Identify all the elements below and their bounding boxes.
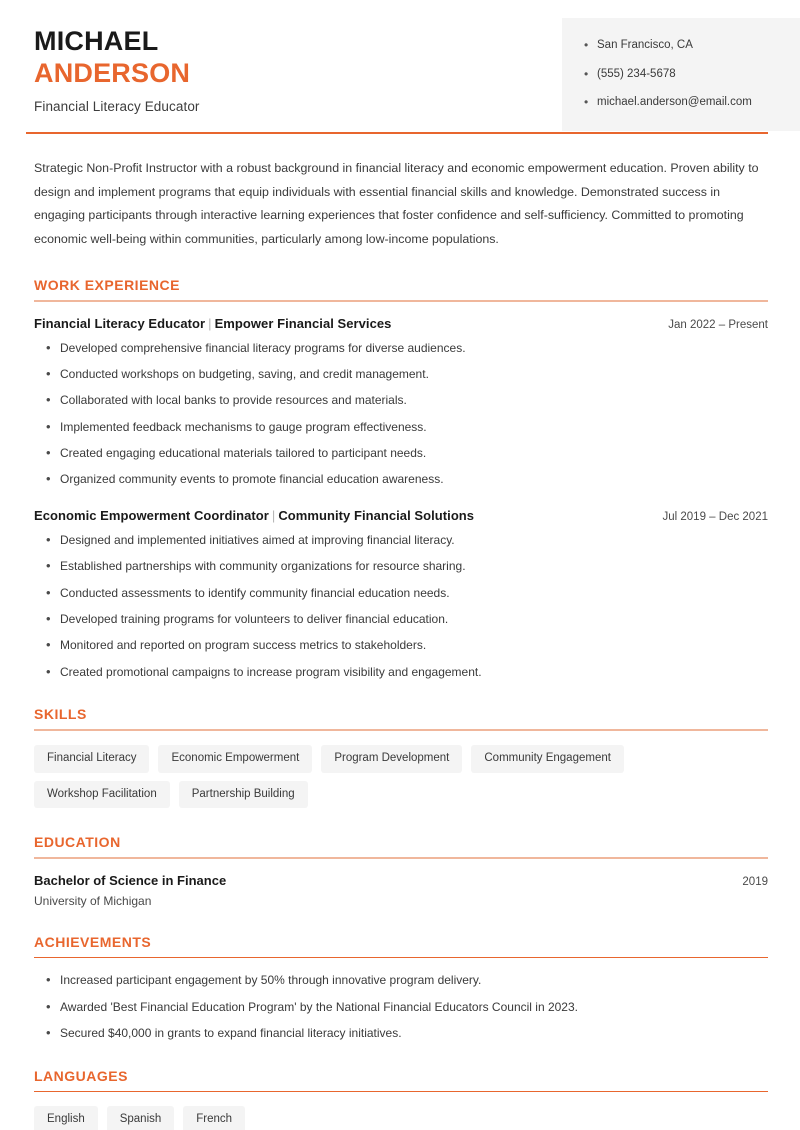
education-header bbox=[34, 873, 768, 888]
section-title-achievements: ACHIEVEMENTS bbox=[34, 933, 152, 950]
experience-bullets bbox=[34, 340, 768, 488]
section-achievements bbox=[34, 934, 768, 1042]
language-tag: English bbox=[34, 1106, 98, 1130]
section-education bbox=[34, 834, 768, 908]
education-year: 2019 bbox=[742, 875, 768, 888]
first-name: MICHAEL bbox=[34, 26, 159, 56]
education-item bbox=[34, 873, 768, 908]
experience-company: Community Financial Solutions bbox=[278, 508, 475, 524]
experience-bullet: • Collaborated with local banks to provide resources and materials. bbox=[46, 392, 768, 409]
skill-tag: Partnership Building bbox=[179, 781, 308, 809]
experience-role: Financial Literacy Educator bbox=[34, 315, 206, 331]
experience-header bbox=[34, 508, 768, 523]
experience-header bbox=[34, 316, 768, 331]
experience-bullet: • Implemented feedback mechanisms to gauge program effectiveness. bbox=[46, 419, 768, 436]
professional-summary: Strategic Non-Profit Instructor with a robust background in financial literacy and economic empowerment education. Proven ability to design and implement programs that equip individuals with essential financial skills and knowledge. Demonstrated success in engaging participants through interactive learning experiences that foster confidence and self-sufficiency. Committed to promoting economic well-being within communities, particularly among low-income populations. bbox=[34, 161, 759, 246]
section-divider-work bbox=[34, 300, 768, 302]
experience-company: Empower Financial Services bbox=[214, 315, 392, 331]
experience-separator: | bbox=[208, 315, 212, 331]
contact-info-box bbox=[562, 18, 800, 131]
experience-bullet: • Designed and implemented initiatives aimed at improving financial literacy. bbox=[46, 532, 768, 549]
section-divider-languages bbox=[34, 1091, 768, 1093]
experience-role: Economic Empowerment Coordinator bbox=[34, 508, 269, 524]
section-work-experience bbox=[34, 277, 768, 680]
section-divider-skills bbox=[34, 729, 768, 731]
skill-tag: Workshop Facilitation bbox=[34, 781, 170, 809]
experience-title-line bbox=[34, 316, 391, 331]
skill-tag: Economic Empowerment bbox=[158, 745, 312, 773]
contact-phone[interactable]: • (555) 234-5678 bbox=[584, 67, 800, 83]
section-divider-education bbox=[34, 857, 768, 859]
achievement-item: • Increased participant engagement by 50% through innovative program delivery. bbox=[46, 972, 768, 989]
section-title-education: EDUCATION bbox=[34, 834, 121, 851]
achievement-item: • Secured $40,000 in grants to expand financial literacy initiatives. bbox=[46, 1025, 768, 1042]
language-tag: French bbox=[183, 1106, 245, 1130]
education-school: University of Michigan bbox=[34, 893, 152, 908]
contact-email[interactable]: • michael.anderson@email.com bbox=[584, 95, 800, 111]
experience-dates: Jan 2022 – Present bbox=[668, 318, 768, 331]
experience-bullet: • Established partnerships with community organizations for resource sharing. bbox=[46, 558, 768, 575]
experience-bullet: • Conducted assessments to identify community financial education needs. bbox=[46, 585, 768, 602]
experience-bullets bbox=[34, 532, 768, 680]
section-skills bbox=[34, 706, 768, 808]
skill-tag: Program Development bbox=[321, 745, 462, 773]
experience-item bbox=[34, 508, 768, 680]
experience-bullet: • Created engaging educational materials tailored to participant needs. bbox=[46, 445, 768, 462]
experience-bullet: • Monitored and reported on program success metrics to stakeholders. bbox=[46, 637, 768, 654]
last-name: ANDERSON bbox=[34, 57, 191, 88]
section-divider-achievements bbox=[34, 957, 768, 959]
experience-dates: Jul 2019 – Dec 2021 bbox=[662, 511, 768, 524]
skill-tag: Community Engagement bbox=[471, 745, 624, 773]
experience-title-line bbox=[34, 508, 474, 523]
experience-item bbox=[34, 316, 768, 488]
skill-tag: Financial Literacy bbox=[34, 745, 149, 773]
experience-separator: | bbox=[271, 508, 276, 524]
achievement-item: • Awarded 'Best Financial Education Program' by the National Financial Educators Council in 2023. bbox=[46, 999, 768, 1016]
language-tag: Spanish bbox=[107, 1106, 175, 1130]
languages-tag-row bbox=[34, 1106, 768, 1130]
skills-tag-row bbox=[34, 745, 768, 809]
section-title-languages: LANGUAGES bbox=[34, 1067, 128, 1084]
experience-bullet: • Developed comprehensive financial literacy programs for diverse audiences. bbox=[46, 340, 768, 357]
experience-bullet: • Conducted workshops on budgeting, saving, and credit management. bbox=[46, 366, 768, 383]
contact-list bbox=[584, 38, 800, 111]
experience-bullet: • Created promotional campaigns to increase program visibility and engagement. bbox=[46, 664, 768, 681]
experience-bullet: • Developed training programs for volunteers to deliver financial education. bbox=[46, 611, 768, 628]
header-job-title: Financial Literacy Educator bbox=[34, 98, 200, 114]
section-title-work-experience: WORK EXPERIENCE bbox=[34, 277, 180, 294]
contact-location: • San Francisco, CA bbox=[584, 38, 800, 54]
resume-body bbox=[0, 157, 800, 1130]
header-identity bbox=[0, 0, 200, 114]
achievements-list bbox=[34, 972, 768, 1041]
header-divider bbox=[26, 132, 768, 134]
section-title-skills: SKILLS bbox=[34, 706, 87, 723]
resume-header bbox=[0, 0, 800, 132]
section-languages bbox=[34, 1068, 768, 1130]
education-degree: Bachelor of Science in Finance bbox=[34, 872, 227, 888]
experience-bullet: • Organized community events to promote financial education awareness. bbox=[46, 471, 768, 488]
